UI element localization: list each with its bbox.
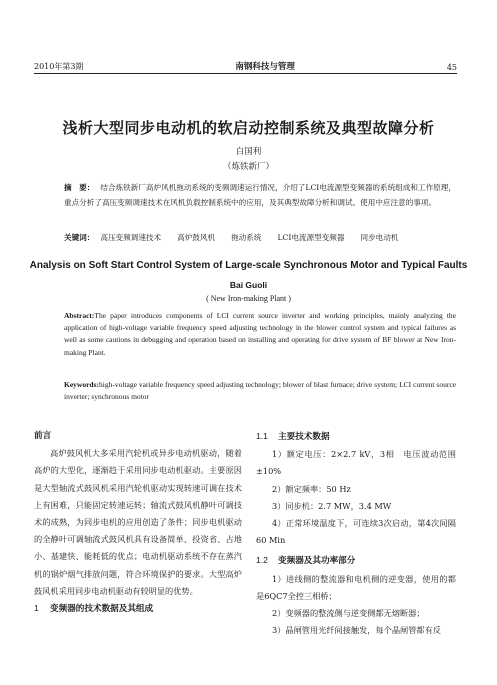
inverter-item: 2）变频器的整流侧与逆变侧都无熔断器； [272, 608, 425, 619]
abstract-cn-label: 摘 要： [64, 183, 95, 192]
preface-heading: 前言 [34, 431, 52, 441]
article-title-en: Analysis on Soft Start Control System of Large-scale Synchronous Motor and Typical Faults [29, 260, 468, 271]
section-1-heading [34, 600, 242, 618]
section-number: 1 [34, 603, 39, 614]
left-column [34, 428, 242, 618]
keyword-cn: LCI电流源型变频器 [277, 233, 345, 242]
journal-name: 南钢科技与管理 [235, 62, 295, 72]
keyword-cn: 高炉鼓风机 [177, 233, 216, 242]
keywords-cn-label: 关键词： [64, 233, 95, 242]
spec-item: 4）正常环境温度下，可连续3次启动，第4次间隔60 Min [256, 518, 456, 546]
abstract-en-label: Abstract: [64, 311, 95, 320]
section-title: 主要技术数据 [278, 432, 330, 442]
keyword-cn: 同步电动机 [360, 233, 399, 242]
running-header [34, 58, 457, 72]
section-title: 变频器及其功率部分 [278, 556, 356, 567]
article-title-cn: 浅析大型同步电动机的软启动控制系统及典型故障分析 [62, 119, 435, 137]
keywords-en [64, 379, 456, 403]
affiliation-en: ( New Iron-making Plant ) [206, 294, 291, 303]
inverter-item: 1）进线侧的整流器和电机侧的逆变器，使用的都是6QC7全控三相桥； [256, 573, 456, 601]
author-cn: 白国利 [235, 147, 262, 157]
abstract-cn-text: 结合炼铁新厂高炉风机拖动系统的变频调速运行情况，介绍了LCI电流源型变频器的系统组成和工作原理，重点分析了高压变频调速技术在风机负载控制系统中的应用，及其典型故障分析和调试、使用中应注意的事项。 [64, 183, 456, 207]
spec-item: 3）同步机：2.7 MW，3.4 MW [272, 500, 392, 511]
inverter-item: 3）晶闸管用光纤间接触发，每个晶闸管都有反 [272, 625, 441, 636]
section-1-2-heading [256, 552, 456, 570]
section-number: 1.1 [256, 431, 268, 441]
affiliation-cn: （炼铁新厂） [222, 162, 274, 172]
author-en: Bai Guoli [229, 280, 268, 290]
page-number: 45 [446, 63, 457, 72]
section-title: 变频器的技术数据及其组成 [50, 604, 154, 615]
right-column [256, 428, 456, 639]
keywords-cn [64, 231, 456, 246]
keyword-cn: 拖动系统 [231, 233, 262, 242]
keywords-en-text: high-voltage variable frequency speed adjusting technology; blower of blast furnace; drive system; LCI current source inverter; synchronous motor [64, 380, 456, 402]
spec-item: 1）额定电压：2×2.7 kV，3相 电压波动范围±10% [256, 449, 456, 477]
spec-item: 2）额定频率：50 Hz [272, 483, 351, 494]
preface-paragraph: 高炉鼓风机大多采用汽轮机或异步电动机驱动，随着高炉的大型化，逐渐趋于采用同步电动机驱动。主要原因是大型轴流式鼓风机采用汽轮机驱动实现转速可调在技术上有困难，只能固定转速运转；轴流式鼓风机静叶可调技术的成熟，为同步电机的应用创造了条件；同步电机驱动的全静叶可调轴流式鼓风机具有设备简单、投资省、占地小、基建快、能耗低的优点；电动机驱动系统不存在蒸汽机的锅炉烟气排放问题，符合环境保护的要求。大型高炉鼓风机采用同步电动机驱动有较明显的优势。 [34, 448, 242, 596]
keywords-en-label: Keywords: [64, 380, 99, 389]
section-number: 1.2 [256, 555, 268, 566]
keyword-cn: 高压变频调速技术 [100, 233, 162, 242]
abstract-cn [64, 181, 456, 210]
abstract-en-text: The paper introduces components of LCI current source inverter and working principles, mainly analyzing the application of high-voltage variable frequency speed adjusting technology in the blower control system and typical failures as well as some cautions in debugging and operation based on installing and operating for drive system of BF blower at New Iron-making Plant. [64, 311, 456, 357]
header-rule [34, 73, 457, 74]
issue-label: 2010年第3期 [34, 62, 84, 71]
abstract-en [64, 310, 456, 359]
section-1-1-heading [256, 428, 456, 446]
